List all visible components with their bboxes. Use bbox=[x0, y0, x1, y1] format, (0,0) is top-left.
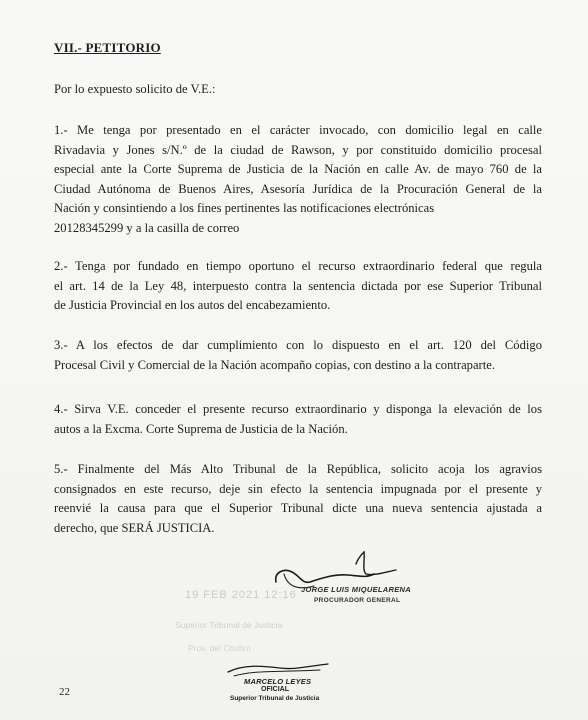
paragraph-line: 5.- Finalmente del Más Alto Tribunal de la República, solicito acoja los agravios bbox=[54, 462, 542, 476]
paragraph-line: reenvié la causa para que el Superior Tribunal dicte una nueva sentencia ajustada a bbox=[54, 501, 542, 516]
paragraph-line: Ciudad Autónoma de Buenos Aires, Asesoría Jurídica de la Procuración General de la bbox=[54, 181, 542, 196]
paragraph-line: el art. 14 de la Ley 48, interpuesto contra la sentencia dictada por ese Superior Tribunal bbox=[54, 278, 542, 293]
official-organization: Superior Tribunal de Justicia bbox=[230, 695, 320, 702]
paragraph-line: 3.- A los efectos de dar cumplimiento con lo dispuesto en el art. 120 del Código bbox=[54, 338, 542, 352]
paragraph-line: 20128345299 y a la casilla de correo bbox=[54, 220, 240, 235]
paragraph-line: 4.- Sirva V.E. conceder el presente recurso extraordinario y disponga la elevación de los bbox=[54, 402, 542, 416]
paragraph-2 bbox=[54, 257, 542, 316]
paragraph-1 bbox=[54, 121, 542, 239]
paragraph-4 bbox=[54, 400, 542, 439]
intro-line: Por lo expuesto solicito de V.E.: bbox=[54, 82, 216, 96]
paragraph-line: especial ante la Corte Suprema de Justicia de la Nación en calle Av. de mayo 760 de la bbox=[54, 162, 542, 177]
paragraph-line: de Justicia Provincial en los autos del encabezamiento. bbox=[54, 298, 331, 313]
paragraph-line: derecho, que SERÁ JUSTICIA. bbox=[54, 520, 215, 535]
reception-stamp-date: 19 FEB 2021 12:16 bbox=[185, 589, 297, 601]
paragraph-line: Rivadavia y Jones s/N.º de la ciudad de Rawson, y por constituido domicilio procesal bbox=[54, 142, 542, 157]
paragraph-line: 2.- Tenga por fundado en tiempo oportuno el recurso extraordinario federal que regula bbox=[54, 259, 542, 273]
official-name: MARCELO LEYES bbox=[244, 677, 312, 686]
paragraph-line: Nación y consintiendo a los fines pertinentes las notificaciones electrónicas bbox=[54, 201, 435, 216]
paragraph-3 bbox=[54, 336, 542, 375]
reception-stamp-line: Prov. del Chubut bbox=[188, 643, 251, 653]
paragraph-line: autos a la Excma. Corte Suprema de Justicia de la Nación. bbox=[54, 421, 348, 436]
section-heading: VII.- PETITORIO bbox=[54, 40, 161, 55]
paragraph-5 bbox=[54, 460, 542, 538]
paragraph-line: consignados en este recurso, deje sin efecto la sentencia impugnada por el presente y bbox=[54, 481, 542, 496]
official-role: OFICIAL bbox=[261, 686, 289, 693]
paragraph-line: Procesal Civil y Comercial de la Nación acompaño copias, con destino a la contraparte. bbox=[54, 357, 495, 372]
reception-stamp-line: Superior Tribunal de Justicia bbox=[175, 620, 283, 630]
signatory-name: JORGE LUIS MIQUELARENA bbox=[301, 585, 411, 594]
paragraph-line: 1.- Me tenga por presentado en el carácter invocado, con domicilio legal en calle bbox=[54, 123, 542, 137]
page-number: 22 bbox=[59, 686, 70, 698]
signatory-title: PROCURADOR GENERAL bbox=[314, 597, 401, 604]
